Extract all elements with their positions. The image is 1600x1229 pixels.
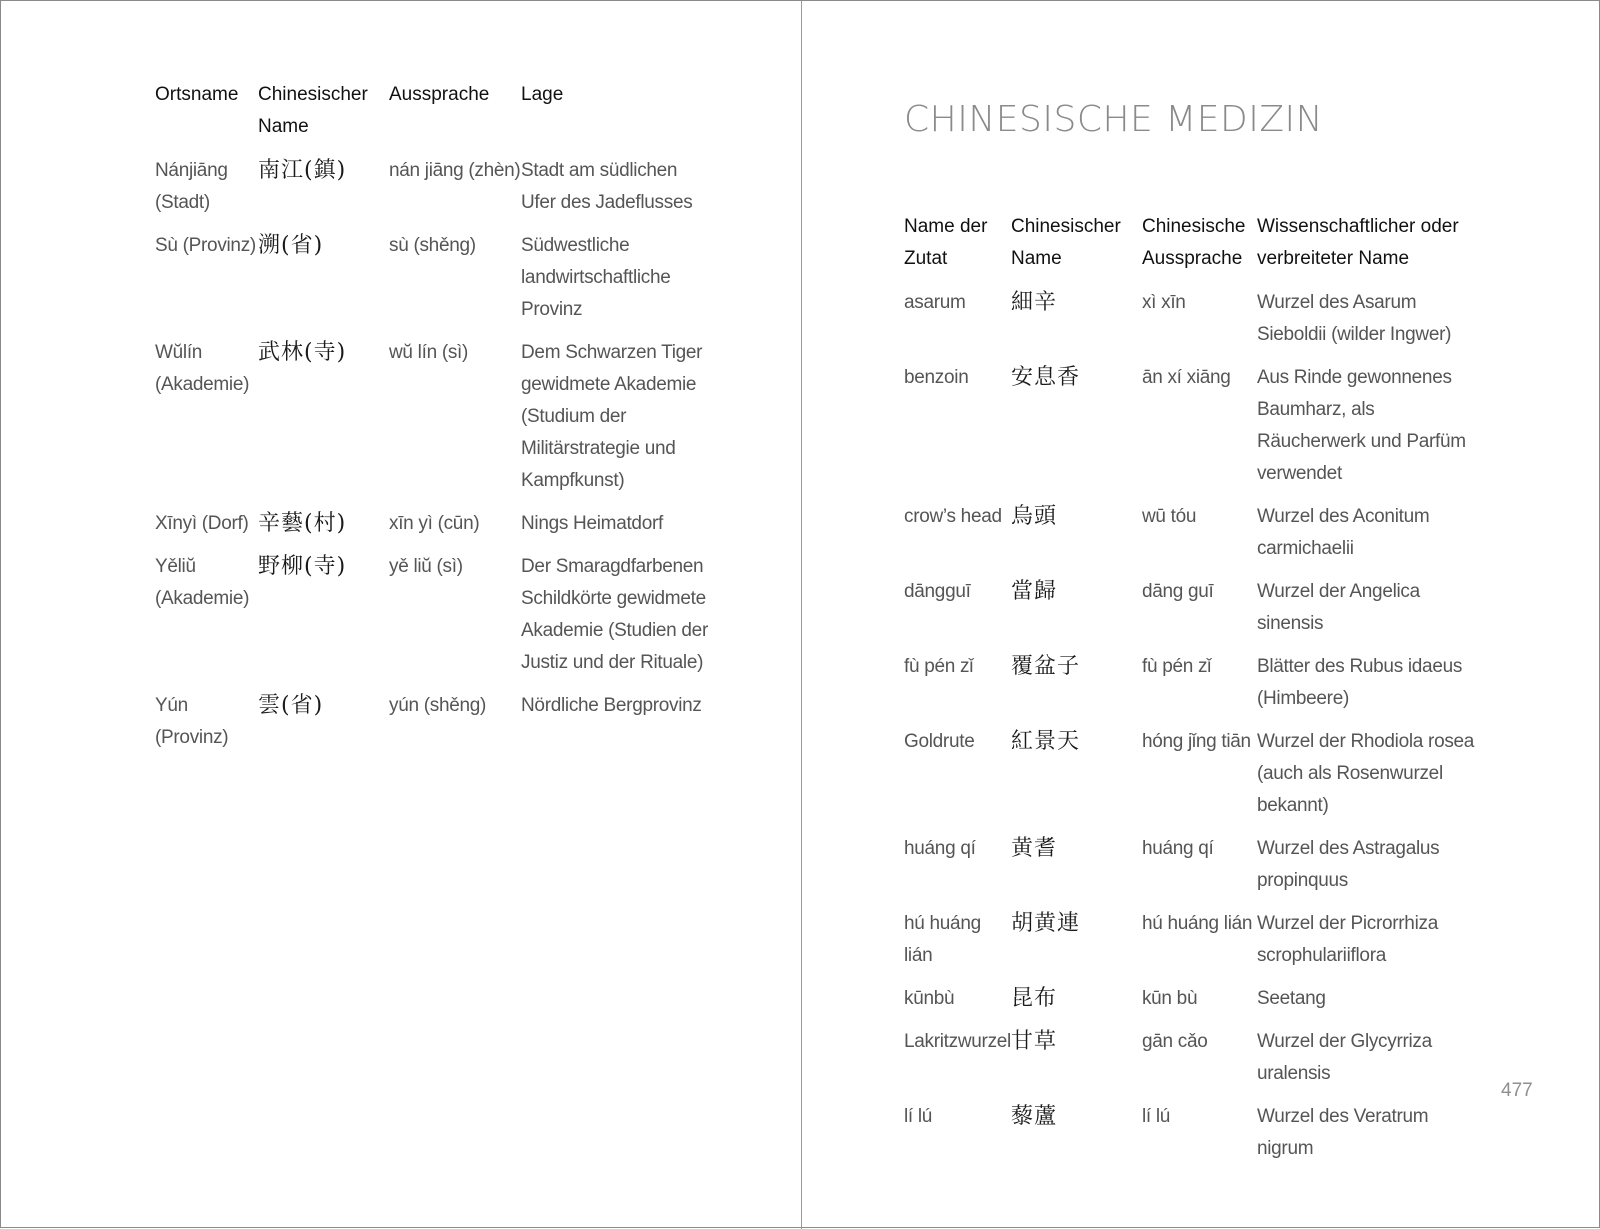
table-row xyxy=(155,508,711,551)
ingredient-name: fù pén zǐ xyxy=(904,656,974,677)
chinese-name: 南江(鎮) xyxy=(258,158,347,183)
ingredient-name: dāngguī xyxy=(904,581,971,602)
place-name: Yún (Provinz) xyxy=(155,695,229,748)
scientific-name: Wurzel der Picrorrhiza scrophulariiflora xyxy=(1256,913,1438,966)
chinese-name: 覆盆子 xyxy=(1010,654,1080,679)
chinese-name: 烏頭 xyxy=(1010,504,1057,529)
table-row xyxy=(904,576,1482,651)
pronunciation: yún (shěng) xyxy=(389,695,487,716)
chinese-name: 黄耆 xyxy=(1010,836,1057,861)
header-name-der-zutat: Name der Zutat xyxy=(904,216,988,269)
location-description: Der Smaragdfarbenen Schildkörte gewidmete Akademie (Studien der Justiz und der Rituale) xyxy=(521,556,708,673)
pronunciation: sù (shěng) xyxy=(389,235,476,256)
pronunciation: huáng qí xyxy=(1141,838,1214,859)
table-row xyxy=(155,551,711,690)
table-row xyxy=(904,726,1482,833)
header-lage: Lage xyxy=(521,84,564,105)
table-header-row xyxy=(155,79,711,155)
header-wissenschaftlicher-name: Wissenschaftlicher oder verbreiteter Name xyxy=(1256,216,1459,269)
pronunciation: fù pén zǐ xyxy=(1141,656,1212,677)
chinese-name: 細辛 xyxy=(1010,290,1057,315)
ingredient-name: benzoin xyxy=(904,367,969,388)
scientific-name: Wurzel des Asarum Sieboldii (wilder Ingwer) xyxy=(1256,292,1452,345)
chinese-name: 昆布 xyxy=(1010,986,1057,1011)
ingredient-name: asarum xyxy=(904,292,966,313)
pronunciation: hú huáng lián xyxy=(1141,913,1253,934)
scientific-name: Blätter des Rubus idaeus (Himbeere) xyxy=(1256,656,1463,709)
location-description: Nings Heimatdorf xyxy=(521,513,663,534)
header-chinesische-aussprache: Chinesische Aussprache xyxy=(1141,216,1246,269)
pronunciation: kūn bù xyxy=(1141,988,1198,1009)
scientific-name: Wurzel des Veratrum nigrum xyxy=(1256,1106,1429,1159)
location-description: Dem Schwarzen Tiger gewidmete Akademie (Studium der Militärstrategie und Kampfkunst) xyxy=(521,342,703,491)
header-aussprache: Aussprache xyxy=(389,84,490,105)
table-row xyxy=(904,287,1482,362)
pronunciation: gān cǎo xyxy=(1141,1031,1208,1052)
place-name: Wŭlín (Akademie) xyxy=(155,342,250,395)
chinese-name: 野柳(寺) xyxy=(258,554,347,579)
table-row xyxy=(904,983,1482,1026)
scientific-name: Aus Rinde gewonnenes Baumharz, als Räucherwerk und Parfüm verwendet xyxy=(1256,367,1466,484)
location-description: Südwestliche landwirtschaftliche Provinz xyxy=(521,235,671,320)
medicine-table xyxy=(904,211,1482,1176)
chinese-name: 溯(省) xyxy=(258,233,324,258)
ingredient-name: huáng qí xyxy=(904,838,976,859)
pronunciation: ān xí xiāng xyxy=(1141,367,1231,388)
chinese-name: 藜蘆 xyxy=(1010,1104,1057,1129)
location-description: Stadt am südlichen Ufer des Jadeflusses xyxy=(521,160,693,213)
place-name: Nánjiāng (Stadt) xyxy=(155,160,228,213)
pronunciation: dāng guī xyxy=(1141,581,1214,602)
pronunciation: wŭ lín (sì) xyxy=(389,342,469,363)
table-row xyxy=(904,1101,1482,1176)
page-gutter xyxy=(801,1,802,1229)
table-row xyxy=(904,651,1482,726)
chinese-name: 辛藝(村) xyxy=(258,511,347,536)
pronunciation: wū tóu xyxy=(1141,506,1197,527)
table-header-row xyxy=(904,211,1482,287)
scientific-name: Wurzel der Angelica sinensis xyxy=(1256,581,1420,634)
scientific-name: Wurzel der Glycyrriza uralensis xyxy=(1256,1031,1432,1084)
chinese-name: 胡黄連 xyxy=(1010,911,1080,936)
scientific-name: Wurzel des Aconitum carmichaelii xyxy=(1256,506,1430,559)
place-name: Yěliŭ (Akademie) xyxy=(155,556,250,609)
pronunciation: xīn yì (cūn) xyxy=(389,513,480,534)
ingredient-name: crow’s head xyxy=(904,506,1002,527)
pronunciation: hóng jǐng tiān xyxy=(1141,731,1251,752)
ingredient-name: lí lú xyxy=(904,1106,933,1127)
chinese-name: 甘草 xyxy=(1010,1029,1057,1054)
pronunciation: xì xīn xyxy=(1141,292,1186,313)
chinese-name: 當歸 xyxy=(1010,579,1057,604)
place-names-table xyxy=(155,79,711,765)
ingredient-name: kūnbù xyxy=(904,988,955,1009)
table-row xyxy=(155,230,711,337)
pronunciation: nán jiāng (zhèn) xyxy=(389,160,521,181)
ingredient-name: Goldrute xyxy=(904,731,975,752)
place-name: Xīnyì (Dorf) xyxy=(155,513,249,534)
pronunciation: lí lú xyxy=(1141,1106,1171,1127)
ingredient-name: hú huáng lián xyxy=(904,913,981,966)
table-row xyxy=(155,155,711,230)
chinese-name: 安息香 xyxy=(1010,365,1080,390)
page-number: 477 xyxy=(1501,1080,1533,1101)
scientific-name: Wurzel der Rhodiola rosea (auch als Rosenwurzel bekannt) xyxy=(1256,731,1475,816)
table-row xyxy=(904,833,1482,908)
header-chinesischer-name: Chinesischer Name xyxy=(258,84,368,137)
chinese-name: 紅景天 xyxy=(1010,729,1080,754)
header-chinesischer-name: Chinesischer Name xyxy=(1010,216,1121,269)
table-row xyxy=(904,501,1482,576)
table-row xyxy=(155,337,711,508)
table-row xyxy=(904,362,1482,501)
place-name: Sù (Provinz) xyxy=(155,235,256,256)
scientific-name: Seetang xyxy=(1256,988,1326,1009)
location-description: Nördliche Bergprovinz xyxy=(521,695,702,716)
table-row xyxy=(904,1026,1482,1101)
chinese-name: 雲(省) xyxy=(258,693,324,718)
chinese-name: 武林(寺) xyxy=(258,340,347,365)
table-row xyxy=(155,690,711,765)
header-ortsname: Ortsname xyxy=(155,84,239,105)
section-title: CHINESISCHE MEDIZIN xyxy=(904,99,1324,140)
scientific-name: Wurzel des Astragalus propinquus xyxy=(1256,838,1440,891)
pronunciation: yě liŭ (sì) xyxy=(389,556,463,577)
ingredient-name: Lakritzwurzel xyxy=(904,1031,1011,1052)
table-row xyxy=(904,908,1482,983)
